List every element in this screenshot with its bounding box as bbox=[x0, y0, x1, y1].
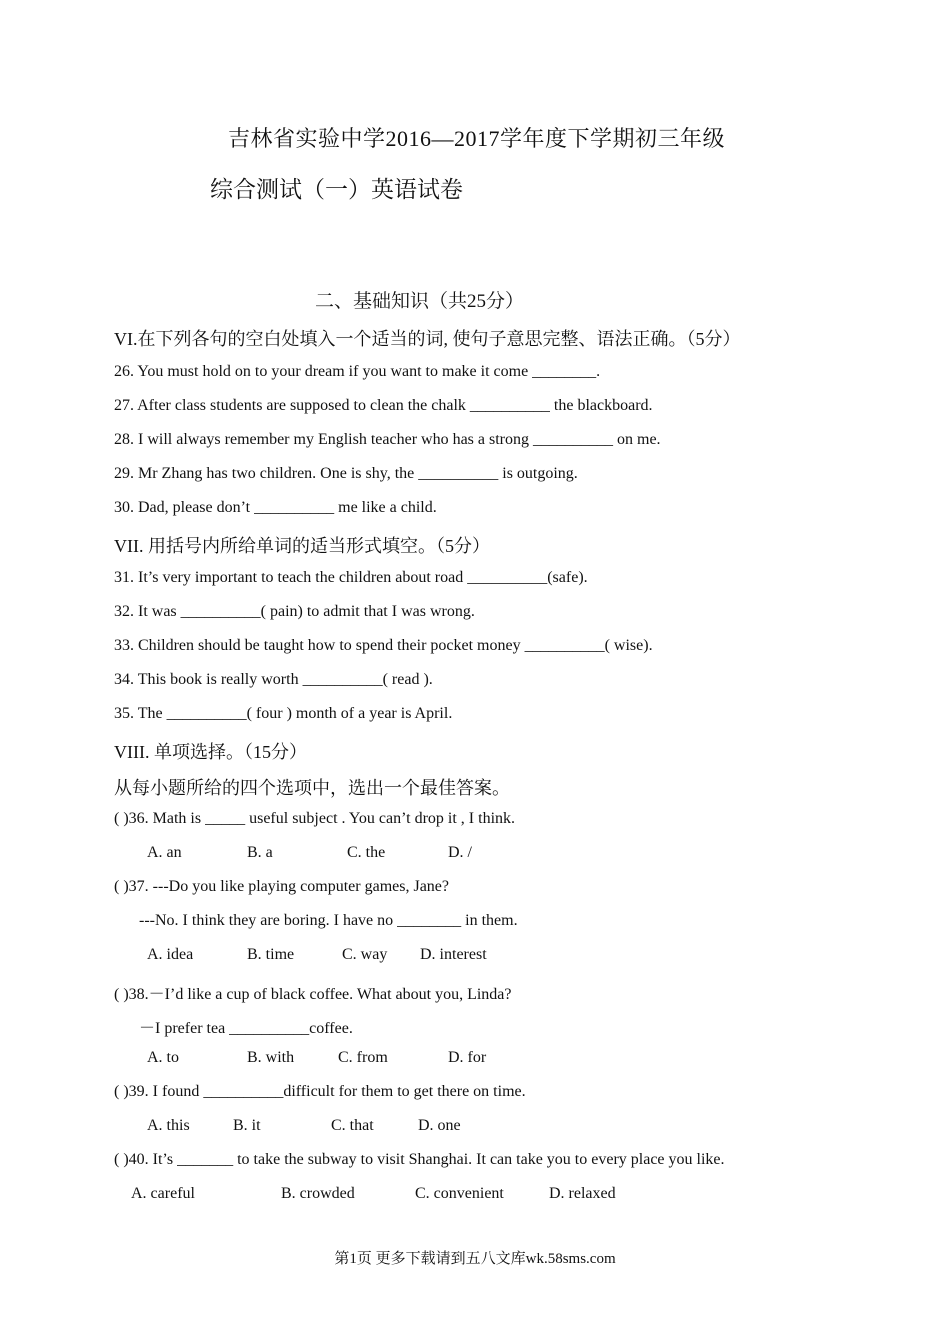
q39-option-b: B. it bbox=[233, 1117, 261, 1134]
question-30: 30. Dad, please don’t __________ me like a child. bbox=[114, 499, 437, 516]
page-footer: 第1页 更多下载请到五八文库wk.58sms.com bbox=[334, 1251, 616, 1267]
question-28: 28. I will always remember my English teacher who has a strong __________ on me. bbox=[114, 431, 661, 448]
q37-option-a: A. idea bbox=[147, 946, 194, 963]
part8-instruction: 从每小题所给的四个选项中，选出一个最佳答案。 bbox=[114, 778, 510, 798]
q38-option-b: B. with bbox=[247, 1049, 295, 1066]
q36-option-d: D. / bbox=[448, 844, 472, 861]
q36-option-a: A. an bbox=[147, 844, 182, 861]
question-31: 31. It’s very important to teach the children about road __________(safe). bbox=[114, 569, 588, 586]
q38-option-a: A. to bbox=[147, 1049, 179, 1066]
question-27: 27. After class students are supposed to clean the chalk __________ the blackboard. bbox=[114, 397, 653, 414]
question-39: ( )39. I found __________difficult for them to get there on time. bbox=[114, 1083, 526, 1100]
question-40: ( )40. It’s _______ to take the subway to visit Shanghai. It can take you to every place you like. bbox=[114, 1151, 725, 1168]
question-26: 26. You must hold on to your dream if you want to make it come ________. bbox=[114, 363, 601, 380]
question-38: ( )38.－I’d like a cup of black coffee. What about you, Linda? bbox=[114, 986, 512, 1003]
part8-heading: VIII. 单项选择。（15分） bbox=[114, 742, 307, 762]
q39-option-a: A. this bbox=[147, 1117, 190, 1134]
q37-option-d: D. interest bbox=[420, 946, 487, 963]
q36-option-b: B. a bbox=[247, 844, 273, 861]
q40-option-a: A. careful bbox=[131, 1185, 195, 1202]
question-33: 33. Children should be taught how to spend their pocket money __________( wise). bbox=[114, 637, 653, 654]
q37-option-b: B. time bbox=[247, 946, 295, 963]
exam-title-line2: 综合测试（一）英语试卷 bbox=[210, 177, 463, 202]
question-37-reply: ---No. I think they are boring. I have no ________ in them. bbox=[139, 912, 518, 929]
question-29: 29. Mr Zhang has two children. One is shy, the __________ is outgoing. bbox=[114, 465, 578, 482]
q40-option-d: D. relaxed bbox=[549, 1185, 616, 1202]
question-32: 32. It was __________( pain) to admit that I was wrong. bbox=[114, 603, 475, 620]
question-35: 35. The __________( four ) month of a year is April. bbox=[114, 705, 453, 722]
question-38-reply: －I prefer tea __________coffee. bbox=[139, 1020, 353, 1037]
q39-option-c: C. that bbox=[331, 1117, 374, 1134]
q38-option-c: C. from bbox=[338, 1049, 388, 1066]
q40-option-b: B. crowded bbox=[281, 1185, 355, 1202]
part7-heading: VII. 用括号内所给单词的适当形式填空。（5分） bbox=[114, 536, 490, 556]
question-36: ( )36. Math is _____ useful subject . You can’t drop it , I think. bbox=[114, 810, 516, 827]
part6-heading: VI.在下列各句的空白处填入一个适当的词, 使句子意思完整、语法正确。（5分） bbox=[114, 329, 741, 349]
q39-option-d: D. one bbox=[418, 1117, 461, 1134]
q38-option-d: D. for bbox=[448, 1049, 487, 1066]
question-37: ( )37. ---Do you like playing computer games, Jane? bbox=[114, 878, 450, 895]
exam-title-line1: 吉林省实验中学2016—2017学年度下学期初三年级 bbox=[228, 126, 726, 151]
q36-option-c: C. the bbox=[347, 844, 386, 861]
q40-option-c: C. convenient bbox=[415, 1185, 504, 1202]
section-title: 二、基础知识（共25分） bbox=[315, 291, 525, 312]
question-34: 34. This book is really worth __________( read ). bbox=[114, 671, 433, 688]
q37-option-c: C. way bbox=[342, 946, 388, 963]
